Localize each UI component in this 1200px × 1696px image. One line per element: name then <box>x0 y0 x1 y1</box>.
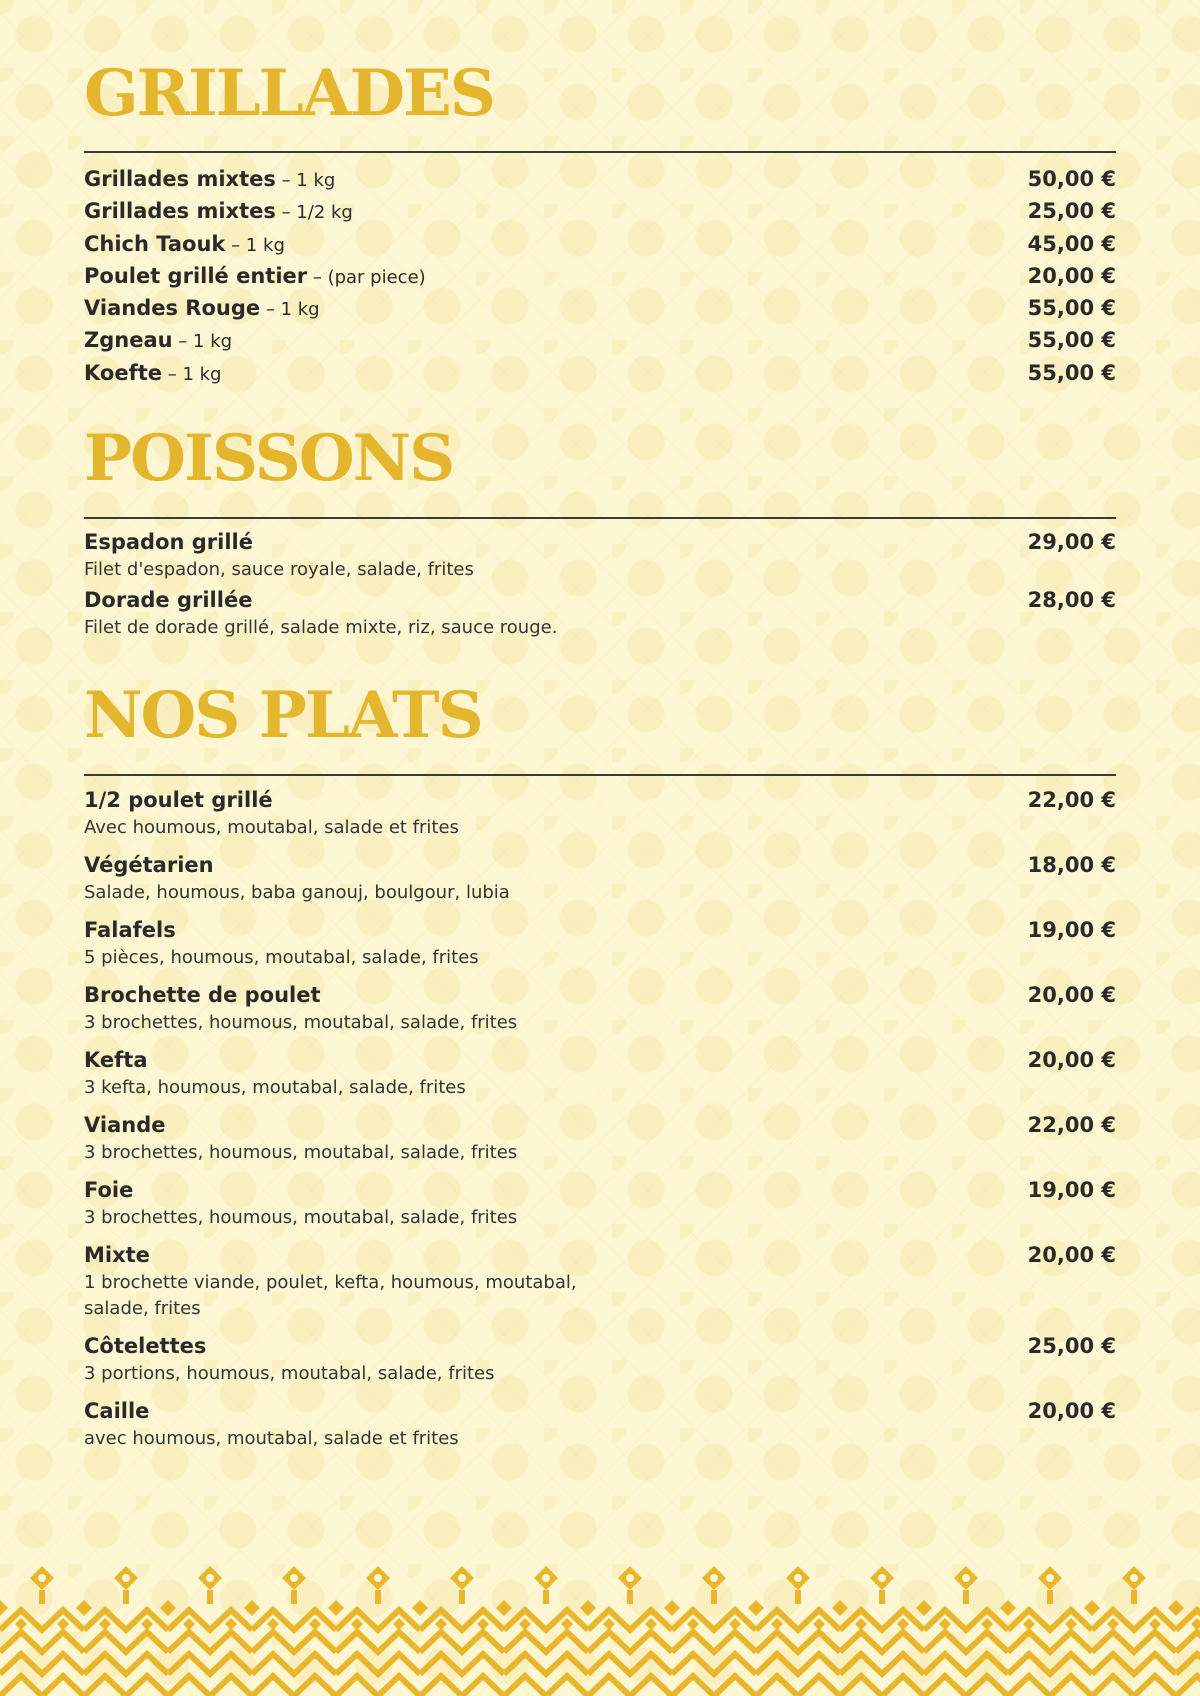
item-price: 25,00 € <box>1027 1334 1116 1358</box>
item-price: 22,00 € <box>1027 788 1116 812</box>
menu-item <box>84 1331 1116 1387</box>
item-quantity: – 1 kg <box>172 331 233 353</box>
item-name: Koefte <box>84 360 162 385</box>
item-price: 25,00 € <box>1027 199 1116 224</box>
menu-item <box>84 1396 1116 1452</box>
item-description: Avec houmous, moutabal, salade et frites <box>84 817 459 838</box>
menu-item <box>84 1240 1116 1322</box>
item-description: Salade, houmous, baba ganouj, boulgour, lubia <box>84 882 510 903</box>
poissons-list <box>84 527 1116 643</box>
menu-item <box>84 357 1116 389</box>
item-name: Viandes Rouge <box>84 296 261 321</box>
grillades-list <box>84 163 1116 389</box>
item-price: 29,00 € <box>1027 530 1116 554</box>
item-quantity: – 1 kg <box>275 170 336 191</box>
item-price: 20,00 € <box>1027 983 1116 1007</box>
decorative-border <box>0 1560 1200 1696</box>
item-name: Chich Taouk <box>84 231 226 256</box>
item-name: Viande <box>84 1113 166 1137</box>
item-price: 28,00 € <box>1027 588 1116 612</box>
item-quantity: – (par piece) <box>307 266 426 288</box>
menu-item <box>84 324 1116 356</box>
item-description: Filet d'espadon, sauce royale, salade, frites <box>84 559 474 580</box>
plats-list <box>84 785 1116 1461</box>
section-title-grillades: GRILLADES <box>84 56 494 131</box>
item-name: Falafels <box>84 918 176 942</box>
section-divider <box>84 517 1116 519</box>
item-name: Dorade grillée <box>84 588 253 612</box>
item-price: 55,00 € <box>1027 296 1116 321</box>
item-description: 3 brochettes, houmous, moutabal, salade, frites <box>84 1012 518 1033</box>
item-name: 1/2 poulet grillé <box>84 788 273 812</box>
item-name: Caille <box>84 1399 150 1423</box>
item-description: 3 brochettes, houmous, moutabal, salade, frites <box>84 1142 518 1163</box>
item-quantity: – 1 kg <box>162 363 222 385</box>
item-name: Foie <box>84 1178 134 1202</box>
item-name: Côtelettes <box>84 1334 207 1358</box>
item-name: Zgneau <box>84 328 173 353</box>
menu-item <box>84 195 1116 227</box>
item-name: Végétarien <box>84 853 214 877</box>
menu-item <box>84 1175 1116 1231</box>
item-quantity: – 1 kg <box>260 299 320 321</box>
menu-item <box>84 228 1116 260</box>
menu-item <box>84 260 1116 292</box>
item-description: 3 brochettes, houmous, moutabal, salade, frites <box>84 1207 518 1228</box>
menu-item <box>84 850 1116 906</box>
item-name: Kefta <box>84 1048 148 1072</box>
item-description: Filet de dorade grillé, salade mixte, riz, sauce rouge. <box>84 617 558 638</box>
item-price: 22,00 € <box>1027 1113 1116 1137</box>
item-name: Poulet grillé entier <box>84 263 308 288</box>
menu-item <box>84 292 1116 324</box>
item-name: Grillades mixtes <box>84 199 276 224</box>
item-description: 3 kefta, houmous, moutabal, salade, frites <box>84 1077 466 1098</box>
menu-item <box>84 1110 1116 1166</box>
menu-item <box>84 585 1116 643</box>
menu-item <box>84 527 1116 585</box>
menu-item <box>84 785 1116 841</box>
section-divider <box>84 151 1116 153</box>
item-price: 55,00 € <box>1027 328 1116 353</box>
item-name: Brochette de poulet <box>84 983 321 1007</box>
item-quantity: – 1/2 kg <box>275 202 353 224</box>
item-quantity: – 1 kg <box>225 234 285 256</box>
menu-item <box>84 980 1116 1036</box>
menu-item <box>84 1045 1116 1101</box>
item-description: 3 portions, houmous, moutabal, salade, frites <box>84 1363 495 1384</box>
item-name: Espadon grillé <box>84 530 253 554</box>
item-price: 20,00 € <box>1027 1399 1116 1423</box>
section-title-poissons: POISSONS <box>84 421 454 496</box>
section-divider <box>84 774 1116 776</box>
item-price: 55,00 € <box>1027 360 1116 385</box>
section-title-nos-plats: NOS PLATS <box>84 678 482 753</box>
item-name: Grillades mixtes <box>84 167 276 191</box>
item-price: 18,00 € <box>1027 853 1116 877</box>
menu-item <box>84 915 1116 971</box>
item-price: 20,00 € <box>1027 263 1116 288</box>
item-price: 19,00 € <box>1027 918 1116 942</box>
item-description: 1 brochette viande, poulet, kefta, houmous, moutabal, salade, frites <box>84 1272 577 1319</box>
item-price: 19,00 € <box>1027 1178 1116 1202</box>
item-name: Mixte <box>84 1243 150 1267</box>
item-price: 20,00 € <box>1027 1243 1116 1267</box>
item-description: avec houmous, moutabal, salade et frites <box>84 1428 459 1449</box>
item-description: 5 pièces, houmous, moutabal, salade, frites <box>84 947 479 968</box>
menu-item <box>84 163 1116 195</box>
item-price: 45,00 € <box>1027 231 1116 256</box>
item-price: 20,00 € <box>1027 1048 1116 1072</box>
item-price: 50,00 € <box>1027 167 1116 191</box>
